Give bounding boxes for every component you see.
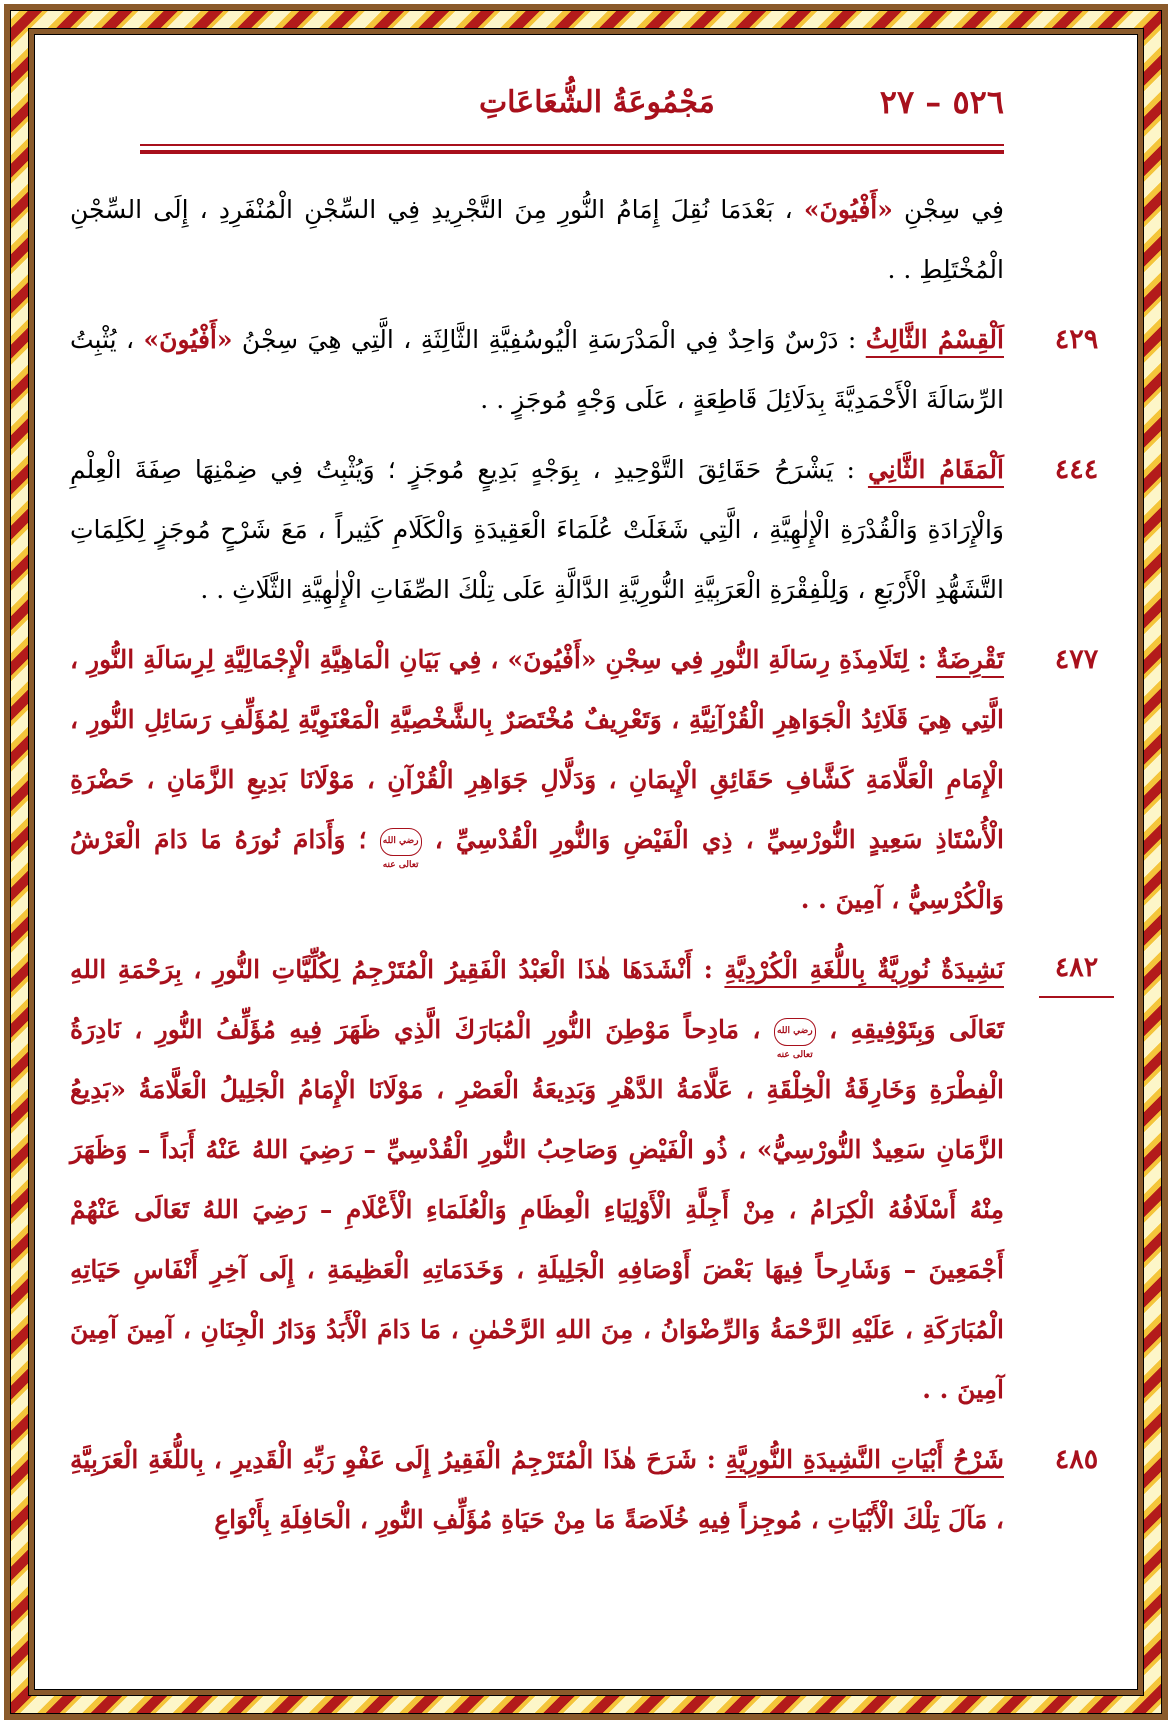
- index-entry-429: ٤٢٩ اَلْقِسْمُ الثَّالِثُ : دَرْسٌ وَاحِدٌ فِي الْمَدْرَسَةِ الْيُوسُفِيَّةِ الثَّالِثَةِ ، الَّتِي هِيَ سِجْنُ «أَفْيُونَ» ، يُثْبِتُ الرِّسَالَةَ الْأَحْمَدِيَّةَ بِدَلَائِلَ قَاطِعَةٍ ، عَلَى وَجْهٍ مُوجَزٍ . .: [70, 310, 1004, 430]
- entry-page-number: ٤٨٢: [1039, 940, 1114, 998]
- index-entry-477: ٤٧٧ تَقْرِضَةٌ : لِتَلَامِذَةِ رِسَالَةِ النُّورِ فِي سِجْنِ «أَفْيُونَ» ، فِي بَيَانِ الْمَاهِيَّةِ الْإِجْمَالِيَّةِ لِرِسَالَةِ النُّورِ ، الَّتِي هِيَ قَلَائِدُ الْجَوَاهِرِ الْقُرْآنِيَّةِ ، وَتَعْرِيفٌ مُخْتَصَرٌ بِالشَّخْصِيَّةِ الْمَعْنَوِيَّةِ لِمُؤَلِّفِ رَسَائِلِ النُّورِ ، الْإِمَامِ الْعَلَّامَةِ كَشَّافِ حَقَائِقِ الْإِيمَانِ ، وَدَلَّالِ جَوَاهِرِ الْقُرْآنِ ، مَوْلَانَا بَدِيعِ الزَّمَانِ ، حَضْرَةِ الْأُسْتَاذِ سَعِيدٍ النُّورْسِيِّ ، ذِي الْفَيْضِ وَالنُّورِ الْقُدْسِيِّ ، رضي الله تعالى عنه ؛ وَأَدَامَ نُورَهُ مَا دَامَ الْعَرْشُ وَالْكُرْسِيُّ ، آمِينَ . .: [70, 630, 1004, 930]
- page-range: ٥٢٦ – ٢٧: [879, 83, 1004, 121]
- entry-heading[interactable]: اَلْقِسْمُ الثَّالِثُ: [865, 325, 1004, 354]
- index-entry-continuation: فِي سِجْنِ «أَفْيُونَ» ، بَعْدَمَا نُقِلَ إِمَامُ النُّورِ مِنَ التَّجْرِيدِ فِي السِّجْنِ الْمُنْفَرِدِ ، إِلَى السِّجْنِ الْمُخْتَلِطِ . .: [70, 195, 1004, 284]
- highlight-afyon: «أَفْيُونَ»: [803, 195, 893, 224]
- honorific-seal-icon: رضي الله تعالى عنه: [774, 1018, 816, 1046]
- index-entry-482: ٤٨٢ نَشِيدَةٌ نُورِيَّةٌ بِاللُّغَةِ الْكُرْدِيَّةِ : أَنْشَدَهَا هٰذَا الْعَبْدُ الْفَقِيرُ الْمُتَرْجِمُ لِكُلِّيَّاتِ النُّورِ ، بِرَحْمَةِ اللهِ تَعَالَى وَبِتَوْفِيقِهِ ، رضي الله تعالى عنه ، مَادِحاً مَوْطِنَ النُّورِ الْمُبَارَكَ الَّذِي ظَهَرَ فِيهِ مُؤَلِّفُ النُّورِ ، نَادِرَةُ الْفِطْرَةِ وَخَارِقَةُ الْخِلْقَةِ ، عَلَّامَةُ الدَّهْرِ وَبَدِيعَةُ الْعَصْرِ ، مَوْلَانَا الْإِمَامُ الْجَلِيلُ الْعَلَّامَةُ «بَدِيعُ الزَّمَانِ سَعِيدٌ النُّورْسِيُّ» ، ذُو الْفَيْضِ وَصَاحِبُ النُّورِ الْقُدْسِيِّ – رَضِيَ اللهُ عَنْهُ أَبَداً – وَظَهَرَ مِنْهُ أَسْلَافُهُ الْكِرَامُ ، مِنْ أَجِلَّةِ الْأَوْلِيَاءِ الْعِظَامِ وَالْعُلَمَاءِ الْأَعْلَامِ – رَضِيَ اللهُ تَعَالَى عَنْهُمْ أَجْمَعِينَ – وَشَارِحاً فِيهَا بَعْضَ أَوْصَافِهِ الْجَلِيلَةِ ، وَخَدَمَاتِهِ الْعَظِيمَةِ ، إِلَى آخِرِ أَنْفَاسِ حَيَاتِهِ الْمُبَارَكَةِ ، عَلَيْهِ الرَّحْمَةُ وَالرِّضْوَانُ ، مِنَ اللهِ الرَّحْمٰنِ ، مَا دَامَ الْأَبَدُ وَدَارُ الْجِنَانِ ، آمِينَ آمِينَ آمِينَ . .: [70, 940, 1004, 1420]
- highlight-afyon: «أَفْيُونَ»: [143, 325, 233, 354]
- index-entry-485: ٤٨٥ شَرْحُ أَبْيَاتِ النَّشِيدَةِ النُّورِيَّةِ : شَرَحَ هٰذَا الْمُتَرْجِمُ الْفَقِيرُ إِلَى عَفْوِ رَبِّهِ الْقَدِيرِ ، بِاللُّغَةِ الْعَرَبِيَّةِ ، مَآلَ تِلْكَ الْأَبْيَاتِ ، مُوجِزاً فِيهِ خُلَاصَةً مَا مِنْ حَيَاةِ مُؤَلِّفِ النُّورِ ، الْحَافِلَةِ بِأَنْوَاعِ: [70, 1430, 1004, 1550]
- index-content: [70, 180, 1099, 1550]
- entry-page-number: ٤٨٥: [1054, 1444, 1099, 1475]
- entry-heading[interactable]: شَرْحُ أَبْيَاتِ النَّشِيدَةِ النُّورِيَّةِ: [725, 1445, 1004, 1474]
- entry-heading[interactable]: اَلْمَقَامُ الثَّانِي: [867, 455, 1004, 484]
- entry-page-number: ٤٢٩: [1054, 324, 1099, 355]
- entry-page-number: ٤٤٤: [1054, 454, 1099, 485]
- index-entry-444: ٤٤٤ اَلْمَقَامُ الثَّانِي : يَشْرَحُ حَقَائِقَ التَّوْحِيدِ ، بِوَجْهٍ بَدِيعٍ مُوجَزٍ ؛ وَيُثْبِتُ فِي ضِمْنِهَا صِفَةَ الْعِلْمِ وَالْإِرَادَةِ وَالْقُدْرَةِ الْإِلٰهِيَّةِ ، الَّتِي شَغَلَتْ عُلَمَاءَ الْعَقِيدَةِ وَالْكَلَامِ كَثِيراً ، مَعَ شَرْحٍ مُوجَزٍ لِكَلِمَاتِ التَّشَهُّدِ الْأَرْبَعِ ، وَلِلْفِقْرَةِ الْعَرَبِيَّةِ النُّورِيَّةِ الدَّالَّةِ عَلَى تِلْكَ الصِّفَاتِ الْإِلٰهِيَّةِ الثَّلَاثِ . .: [70, 440, 1004, 620]
- page-header: [140, 72, 1004, 132]
- header-rule-thick: [140, 150, 1004, 154]
- header-rule-thin: [140, 144, 1004, 146]
- entry-heading[interactable]: تَقْرِضَةٌ: [935, 645, 1004, 674]
- honorific-seal-icon: رضي الله تعالى عنه: [380, 828, 422, 856]
- book-title: مَجْمُوعَةُ الشُّعَاعَاتِ: [478, 84, 715, 120]
- entry-page-number: ٤٧٧: [1054, 644, 1099, 675]
- entry-heading[interactable]: نَشِيدَةٌ نُورِيَّةٌ بِاللُّغَةِ الْكُرْدِيَّةِ: [724, 955, 1004, 984]
